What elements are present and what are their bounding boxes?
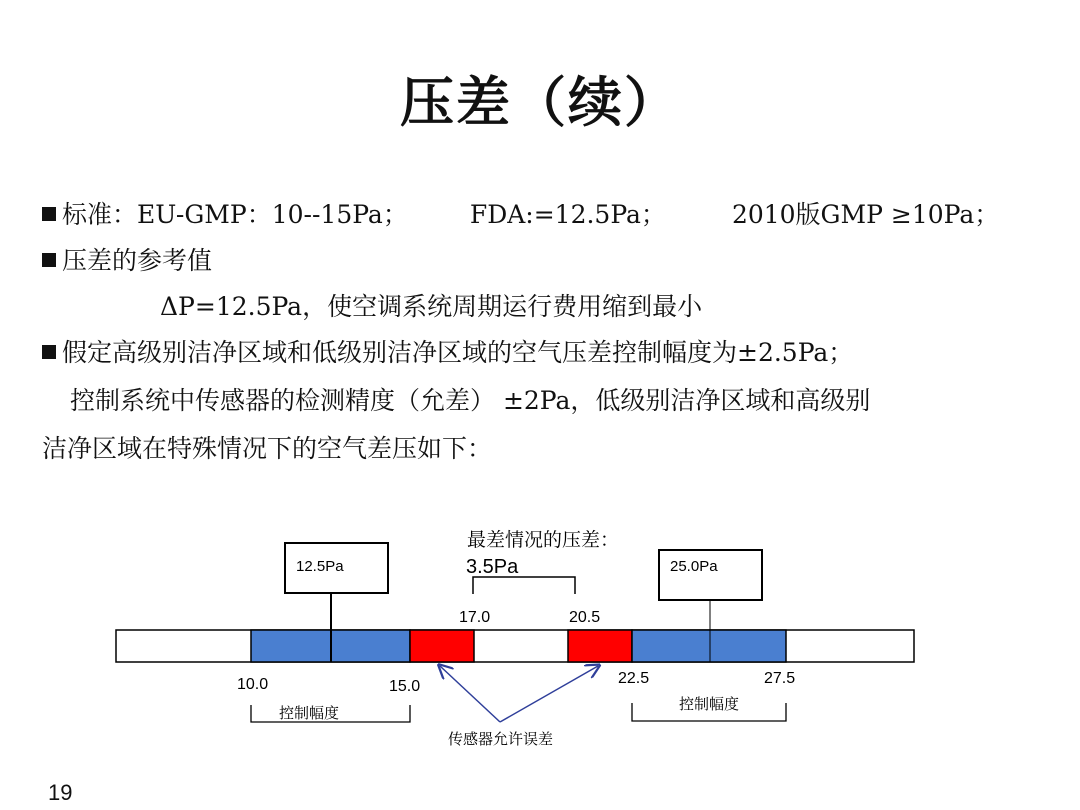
tolerance-band-right	[568, 630, 632, 662]
control-band-right	[632, 630, 786, 662]
standard-china-gmp: 2010版GMP ≥10Pa；	[731, 200, 1000, 229]
tick-label-27-5: 27.5	[764, 670, 796, 687]
reference-label: 压差的参考值	[62, 246, 213, 275]
setpoint-left-label: 12.5Pa	[296, 558, 344, 575]
tick-label-20-5: 20.5	[569, 609, 601, 626]
page-number: 19	[48, 780, 73, 805]
standard-fda: FDA:=12.5Pa；	[469, 200, 666, 229]
assumption-line-2: 控制系统中传感器的检测精度（允差） ±2Pa，低级别洁净区域和高级别	[70, 386, 871, 415]
worst-case-value: 3.5Pa	[466, 556, 519, 578]
reference-detail: ΔP=12.5Pa，使空调系统周期运行费用缩到最小	[160, 292, 703, 321]
sensor-arrow-left	[440, 666, 500, 722]
pressure-bar-outline	[116, 630, 914, 662]
worst-case-label: 最差情况的压差：	[467, 529, 620, 551]
tick-label-10: 10.0	[237, 676, 269, 693]
control-range-left-label: 控制幅度	[279, 704, 340, 722]
sensor-tolerance-label: 传感器允许误差	[448, 730, 554, 748]
sensor-arrow-right	[500, 666, 598, 722]
tick-label-15: 15.0	[389, 678, 421, 695]
standard-eu-gmp: 标准：EU-GMP：10--15Pa；	[62, 200, 408, 229]
tolerance-band-left	[410, 630, 474, 662]
assumption-line-1: 假定高级别洁净区域和低级别洁净区域的空气压差控制幅度为±2.5Pa；	[62, 338, 854, 367]
tick-label-17: 17.0	[459, 609, 491, 626]
worst-case-bracket	[473, 577, 575, 594]
tick-label-22-5: 22.5	[618, 670, 650, 687]
slide-title: 压差（续）	[400, 71, 680, 134]
setpoint-right-label: 25.0Pa	[670, 558, 718, 575]
assumption-line-3: 洁净区域在特殊情况下的空气差压如下：	[42, 434, 493, 463]
control-range-right-label: 控制幅度	[679, 695, 740, 713]
